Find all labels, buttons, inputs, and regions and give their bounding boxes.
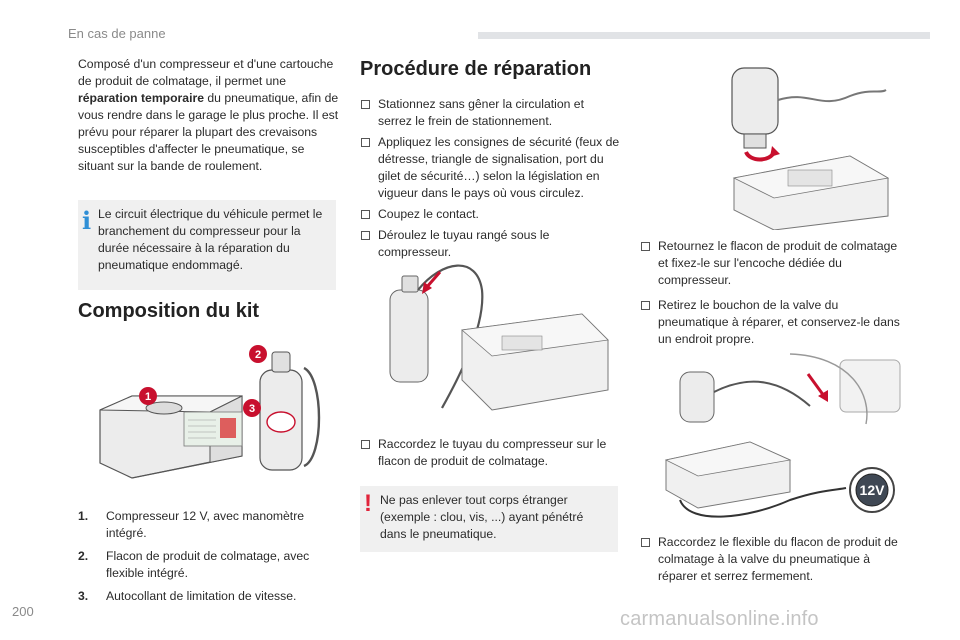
section-title: En cas de panne bbox=[68, 26, 166, 41]
steps-list-d bbox=[640, 534, 902, 589]
step-item bbox=[360, 134, 620, 202]
warning-note-text: Ne pas enlever tout corps étranger (exemple : clou, vis, ...) ayant pénétré dans le pneumatique. bbox=[380, 493, 584, 541]
step-text: Raccordez le tuyau du compresseur sur le flacon de produit de colmatage. bbox=[378, 437, 607, 468]
callout-1-label: 1 bbox=[144, 391, 152, 403]
kit-item bbox=[78, 508, 338, 542]
hose-bottle-illustration bbox=[382, 250, 612, 420]
kit-item-text: Flacon de produit de colmatage, avec flexible intégré. bbox=[106, 549, 310, 580]
checkbox-icon bbox=[361, 231, 370, 240]
callout-2-label: 2 bbox=[254, 349, 262, 361]
step-item bbox=[640, 534, 902, 585]
kit-item-number: 2. bbox=[78, 549, 89, 563]
kit-item bbox=[78, 588, 338, 605]
kit-item-text: Compresseur 12 V, avec manomètre intégré. bbox=[106, 509, 305, 540]
bottle-inverted-illustration bbox=[700, 60, 900, 230]
intro-paragraph bbox=[78, 56, 340, 175]
info-note-text: Le circuit électrique du véhicule permet le branchement du compresseur pour la durée nécessaire à la réparation du pneumatique endommagé. bbox=[98, 207, 323, 272]
intro-bold: réparation temporaire bbox=[78, 91, 204, 105]
step-item bbox=[360, 206, 620, 223]
warning-icon: ! bbox=[364, 490, 372, 517]
warning-note bbox=[360, 486, 618, 552]
kit-item bbox=[78, 548, 338, 582]
steps-list-b bbox=[360, 436, 620, 474]
header-bar bbox=[478, 32, 930, 39]
checkbox-icon bbox=[361, 440, 370, 449]
info-note bbox=[78, 200, 336, 290]
step-text: Retirez le bouchon de la valve du pneumatique à réparer, et conservez-le dans un endroit propre. bbox=[658, 298, 900, 346]
kit-illustration bbox=[92, 338, 332, 488]
kit-heading: Composition du kit bbox=[78, 300, 260, 322]
step-text: Retournez le flacon de produit de colmatage et fixez-le sur l'encoche dédiée du compresseur. bbox=[658, 239, 898, 287]
step-text: Raccordez le flexible du flacon de produit de colmatage à la valve du pneumatique à réparer et serrez fermement. bbox=[658, 535, 898, 583]
info-icon: i bbox=[82, 206, 92, 235]
step-item bbox=[360, 436, 620, 470]
step-text: Stationnez sans gêner la circulation et serrez le frein de stationnement. bbox=[378, 97, 584, 128]
procedure-heading: Procédure de réparation bbox=[360, 58, 592, 80]
socket-12v-label: 12V bbox=[859, 482, 885, 498]
checkbox-icon bbox=[641, 538, 650, 547]
step-item bbox=[640, 238, 900, 289]
checkbox-icon bbox=[361, 100, 370, 109]
watermark: carmanualsonline.info bbox=[620, 608, 819, 630]
intro-text-start: Composé d'un compresseur et d'une cartouche de produit de colmatage, il permet une bbox=[78, 57, 334, 88]
step-text: Coupez le contact. bbox=[378, 207, 479, 221]
kit-item-text: Autocollant de limitation de vitesse. bbox=[106, 589, 297, 603]
step-text: Déroulez le tuyau rangé sous le compresseur. bbox=[378, 228, 550, 259]
checkbox-icon bbox=[641, 242, 650, 251]
checkbox-icon bbox=[361, 210, 370, 219]
valve-connection-illustration bbox=[640, 350, 905, 525]
step-text: Appliquez les consignes de sécurité (feux de détresse, triangle de signalisation, port du gilet de sécurité…) selon la législation en vigueur dans le pays où vous circulez. bbox=[378, 135, 620, 200]
intro-text-end: du pneumatique, afin de vous rendre dans le garage le plus proche. Il est prévu pour réparer la plupart des crevaisons susceptibles d'affecter le pneumatique, se situant sur la bande de roulement. bbox=[78, 91, 339, 173]
kit-list bbox=[78, 508, 338, 611]
steps-list-a bbox=[360, 96, 620, 265]
kit-item-number: 1. bbox=[78, 509, 89, 523]
step-item bbox=[360, 96, 620, 130]
checkbox-icon bbox=[641, 301, 650, 310]
steps-list-c bbox=[640, 238, 900, 352]
checkbox-icon bbox=[361, 138, 370, 147]
step-item bbox=[640, 297, 900, 348]
kit-item-number: 3. bbox=[78, 589, 89, 603]
page-number: 200 bbox=[12, 604, 34, 619]
callout-3-label: 3 bbox=[248, 403, 256, 415]
